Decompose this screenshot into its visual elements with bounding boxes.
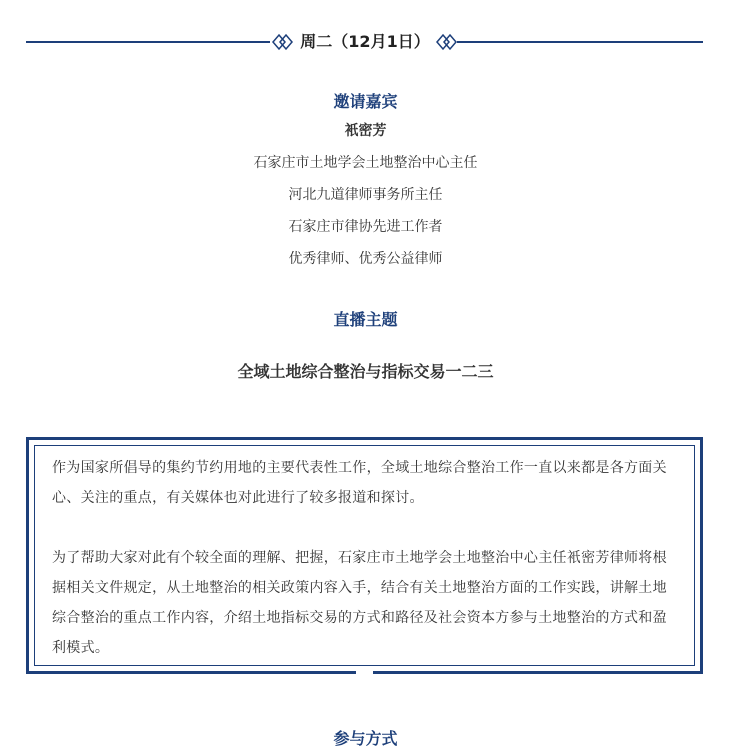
box-border-left [26,437,29,674]
guest-name: 衹密芳 [344,123,387,139]
day-header [0,28,731,56]
guest-title-3: 石家庄市律协先进工作者 [288,219,443,235]
header-rule-right [457,41,703,43]
day-title: 周二（12月1日） [300,32,430,51]
topic-heading: 直播主题 [333,310,398,329]
description-content [52,453,678,693]
participation-heading: 参与方式 [333,729,398,748]
description-box [26,437,703,674]
diamond-ornament-icon [436,33,458,51]
header-rule-left [26,41,270,43]
guest-title-2: 河北九道律师事务所主任 [288,187,443,203]
box-border-top [26,437,703,440]
guest-heading: 邀请嘉宾 [333,92,398,111]
description-paragraph-1: 作为国家所倡导的集约节约用地的主要代表性工作，全域土地综合整治工作一直以来都是各方面关心、关注的重点，有关媒体也对此进行了较多报道和探讨。 [52,460,667,506]
box-border-right [700,437,703,674]
description-paragraph-2: 为了帮助大家对此有个较全面的理解、把握，石家庄市土地学会土地整治中心主任衹密芳律师将根据相关文件规定，从土地整治的相关政策内容入手，结合有关土地整治方面的工作实践，讲解土地综合整治的重点工作内容，介绍土地指标交易的方式和路径及社会资本方参与土地整治的方式和盈利模式。 [52,550,667,656]
guest-title-1: 石家庄市土地学会土地整治中心主任 [253,155,478,171]
guest-title-4: 优秀律师、优秀公益律师 [288,251,443,267]
live-topic: 全域土地综合整治与指标交易一二三 [237,362,494,381]
